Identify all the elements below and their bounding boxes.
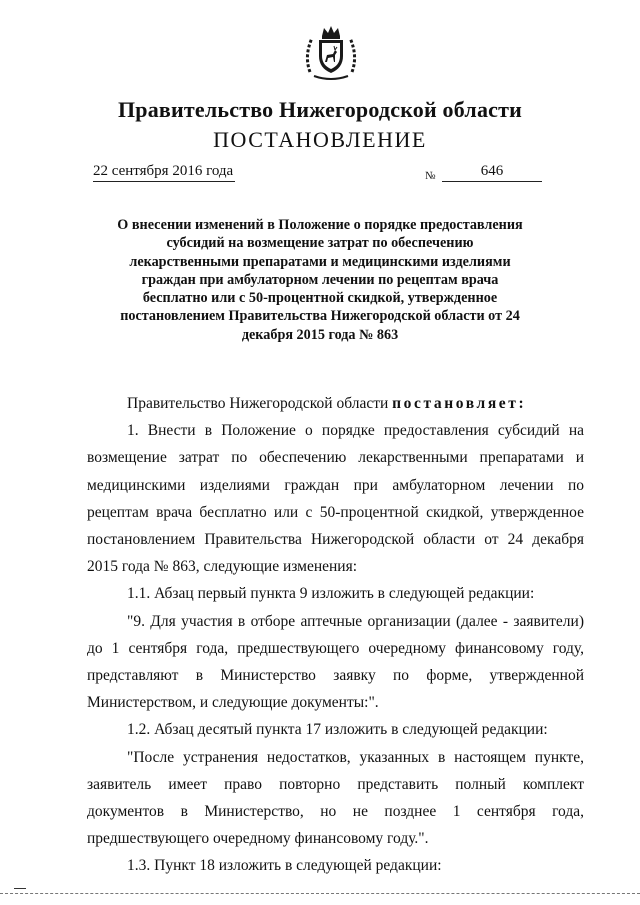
document-body [87, 390, 584, 880]
intro-resolves: постановляет: [392, 395, 527, 412]
clause-1: 1. Внести в Положение о порядке предоставления субсидий на возмещение затрат по обеспечению лекарственными препаратами и медицинскими изделиями граждан при амбулаторном лечении по рецептам врача бесплатно или с 50-процентной скидкой, утвержденное постановлением Правительства Нижегородской области от 24 декабря 2015 года № 863, следующие изменения: [87, 422, 584, 576]
document-number: 646 [442, 163, 542, 182]
clause-1-1-quote: "9. Для участия в отборе аптечные организации (далее - заявители) до 1 сентября года, предшествующего очередному финансовому году, представляют в Министерство заявку по форме, утвержденной Министерством, и следующие документы:". [87, 612, 584, 712]
clause-1-1: 1.1. Абзац первый пункта 9 изложить в следующей редакции: [127, 585, 535, 603]
document-type: ПОСТАНОВЛЕНИЕ [213, 127, 427, 152]
scan-mark [14, 888, 26, 889]
government-title: Правительство Нижегородской области [117, 97, 522, 122]
clause-1-2-quote: "После устранения недостатков, указанных в настоящем пункте, заявитель имеет право повторно представить полный комплект документов в Министерство, но не позднее 1 сентября года, предшествующего очередному финансовому году.". [87, 748, 584, 848]
document-heading: О внесении изменений в Положение о порядке предоставления субсидий на возмещение затрат по обеспечению лекарственными препаратами и медицинскими изделиями граждан при амбулаторном лечении по рецептам врача бесплатно или с 50-процентной скидкой, утвержденное постановлением Правительства Нижегородской области от 24 декабря 2015 года № 863 [117, 217, 523, 343]
intro-lead: Правительство Нижегородской области [127, 395, 393, 412]
clause-1-3: 1.3. Пункт 18 изложить в следующей редакции: [127, 857, 442, 875]
intro-paragraph [87, 390, 584, 417]
bottom-rule [0, 893, 640, 894]
coat-of-arms-emblem [300, 22, 362, 84]
document-date: 22 сентября 2016 года [93, 163, 235, 182]
number-label: № [425, 170, 436, 182]
clause-1-2: 1.2. Абзац десятый пункта 17 изложить в следующей редакции: [127, 721, 548, 739]
